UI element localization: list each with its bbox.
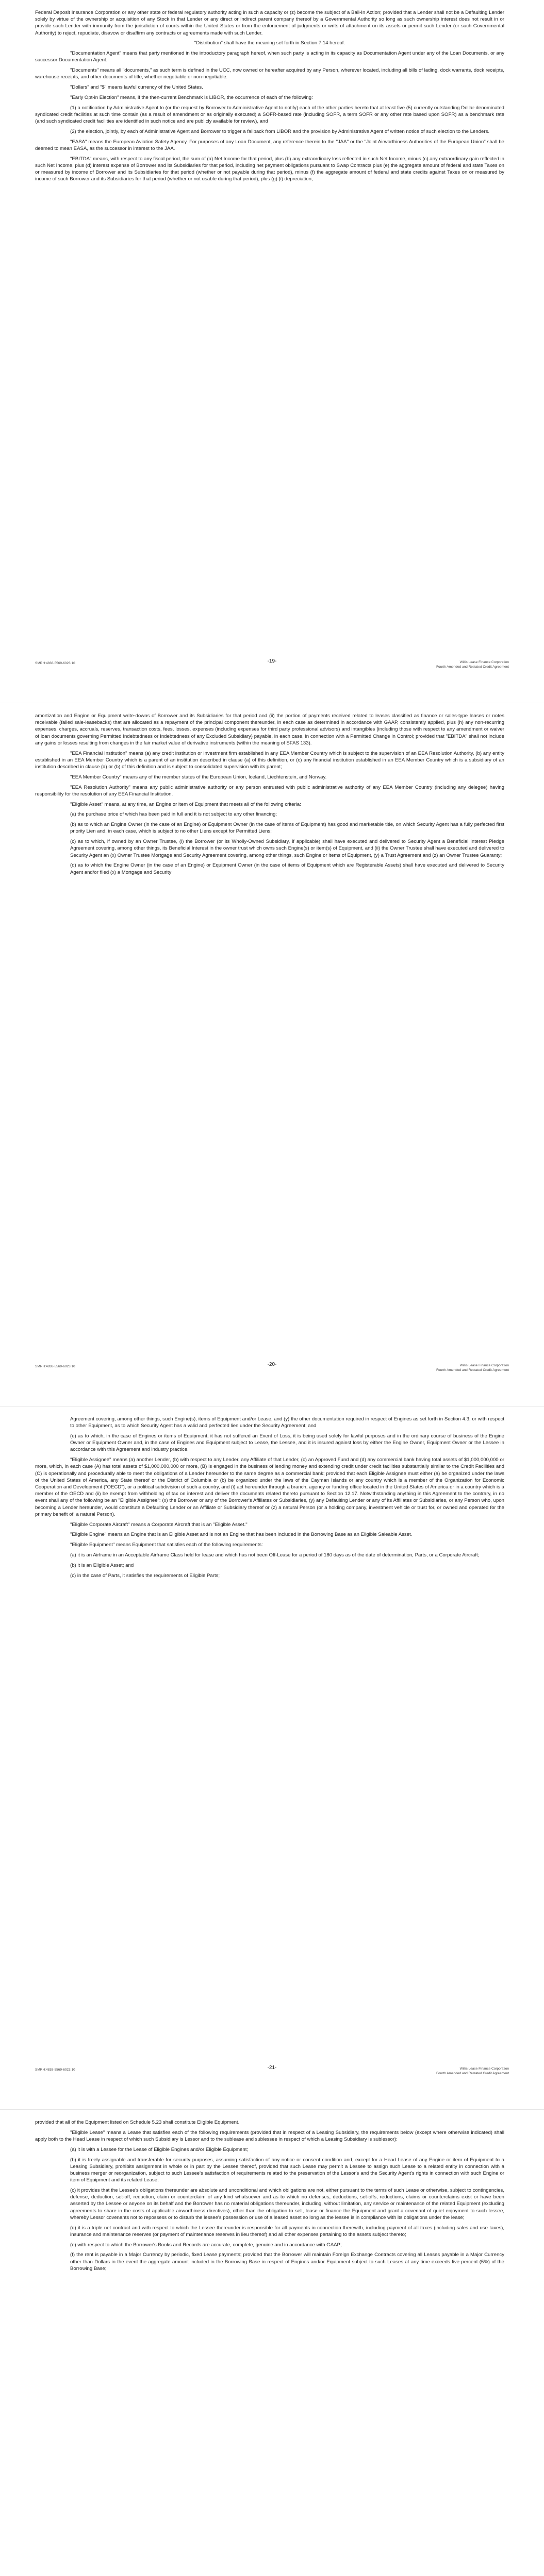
footer-title	[436, 2067, 509, 2076]
definition-eligible-asset: "Eligible Asset" means, at any time, an Engine or item of Equipment that meets all of the following criteria:	[70, 801, 301, 807]
footer-doc-id: SMRH:4838-5569-6023.10	[35, 1365, 75, 1368]
definition-ebitda: "EBITDA" means, with respect to any fiscal period, the sum of (a) Net Income for that period, plus (b) any extraordinary loss reflected in such Net Income, minus (c) any extraordinary gain reflected in such Net Income, plus (d) interest expense of Borrower and its Subsidiaries for that period, including net payment obligations pursuant to Swap Contracts plus (e) the aggregate amount of federal and state Taxes on or measured by income of Borrower and its Subsidiaries for that period (whether or not payable during that period), minus (f) the aggregate amount of federal and state credits against Taxes on or measured by income of such Borrower and its Subsidiaries for that period (whether or not usable during that period), plus (g) (i) depreciation,	[35, 156, 504, 182]
list-item: (c) as to which, if owned by an Owner Trustee, (i) the Borrower (or its Wholly-Owned Subsidiary, if applicable) shall have executed and delivered to Security Agent a Beneficial Interest Pledge Agreement covering, among other things, its Beneficial Interest in the owner trust which owns such Engine(s) or item(s) of Equipment, and (ii) the Owner Trustee shall have executed and delivered to Security Agent an (x) Owner Trustee Mortgage and Security Agreement covering, among other things, such Engine or items of Equipment, (y) a Trust Agreement and (z) an Owner Trustee Guaranty;	[70, 839, 504, 858]
list-item: (b) it is an Eligible Asset; and	[70, 1562, 134, 1568]
definition-early-opt-in-election: "Early Opt-in Election" means, if the then-current Benchmark is LIBOR, the occurrence of each of the following:	[70, 95, 313, 100]
footer-agreement: Fourth Amended and Restated Credit Agreement	[436, 2071, 509, 2075]
list-item: (c) in the case of Parts, it satisfies the requirements of Eligible Parts;	[70, 1572, 220, 1579]
list-item: (a) it is with a Lessee for the Lease of Eligible Engines and/or Eligible Equipment;	[70, 2146, 249, 2153]
definition-eea-resolution-authority: "EEA Resolution Authority" means any public administrative authority or any person entrusted with public administrative authority of any EEA Member Country (including any delegee) having responsibility for the resolution of any EEA Financial Institution.	[35, 784, 504, 797]
page-19	[0, 0, 544, 703]
list-item: (e) as to which, in the case of Engines or items of Equipment, it has not suffered an Event of Loss, it is being used solely for lawful purposes and in the ordinary course of business of the Engine Owner or Equipment Owner and, in the case of Engines and Equipment subject to Lease, the Lessee, and it is insured against loss by either the Engine Owner, Equipment Owner or the Lessee in accordance with this Agreement and industry practice.	[70, 1433, 504, 1453]
list-item: (a) the purchase price of which has been paid in full and it is not subject to any other financing;	[70, 811, 277, 818]
page-22	[0, 2110, 544, 2576]
footer-agreement: Fourth Amended and Restated Credit Agreement	[436, 1368, 509, 1372]
paragraph: Federal Deposit Insurance Corporation or any other state or federal regulatory authority acting in such a capacity or (z) become the subject of a Bail-In Action; provided that a Lender shall not be a Defaulting Lender solely by virtue of the ownership or acquisition of any Stock in that Lender or any direct or indirect parent company thereof by a Governmental Authority so long as such ownership interest does not result in or provide such Lender with immunity from the jurisdiction of courts within the United States or from the enforcement of judgments or writs of attachment on its assets or permit such Lender (or such Governmental Authority) to reject, repudiate, disavow or disaffirm any contracts or agreements made with such Lender.	[35, 10, 504, 36]
page-body	[35, 713, 504, 879]
page-footer	[35, 2065, 509, 2079]
page-number: -19-	[267, 658, 277, 664]
list-item: Agreement covering, among other things, such Engine(s), items of Equipment and/or Lease, and (y) the other documentation required in respect of Engines as set forth in Section 4.3, or with respect to other Equipment, as to which Security Agent has a valid and perfected lien under the Security Agreement; and	[70, 1416, 504, 1429]
definition-eea-financial-institution: "EEA Financial Institution" means (a) any credit institution or investment firm established in any EEA Member Country which is subject to the supervision of an EEA Resolution Authority, (b) any entity established in an EEA Member Country which is a parent of an institution described in clause (a) of this definition, or (c) any financial institution established in an EEA Member Country which is a subsidiary of an institution described in clause (a) or (b) of this definition and is subject to consolidated supervision with its parent;	[35, 750, 504, 770]
footer-title	[436, 660, 509, 669]
definition-documentation-agent: "Documentation Agent" means that party mentioned in the introductory paragraph hereof, when such party is acting in its capacity as Documentation Agent under any of the Loan Documents, or any successor Documentation Agent.	[35, 50, 504, 63]
page-20	[0, 703, 544, 1406]
page-number: -20-	[267, 1362, 277, 1367]
footer-agreement: Fourth Amended and Restated Credit Agreement	[436, 665, 509, 669]
list-item: (f) the rent is payable in a Major Currency by periodic, fixed Lease payments; provided that the Borrower will maintain Foreign Exchange Contracts covering all Leases payable in a Major Currency other than Dollars in the event the aggregate amount included in the Borrowing Base in respect of Engines and/or Equipment subject to such Leases at any time exceeds five percent (5%) of the Borrowing Base;	[70, 2252, 504, 2272]
list-item: (b) it is freely assignable and transferable for security purposes, assuming satisfaction of any notice or consent condition and, except for a Head Lease of any Engine or item of Equipment to a Leasing Subsidiary, prohibits assignment in whole or in part by the Lessee thereof, provided that such Lease may permit a Lessee to assign such Lease to a related entity in connection with a business merger or reorganization, subject to such Lessee's satisfaction of requirements related to the preservation of the Lessor's and the Security Agent's rights in connection with such Engine or item of Equipment and its related Lease;	[70, 2157, 504, 2183]
definition-eligible-engine: "Eligible Engine" means an Engine that is an Eligible Asset and is not an Engine that has been included in the Borrowing Base as an Eligible Saleable Asset.	[70, 1532, 413, 1538]
paragraph: (1) a notification by Administrative Agent to (or the request by Borrower to Administrative Agent to notify) each of the other parties hereto that at least five (5) currently outstanding Dollar-denominated syndicated credit facilities at such time contain (as a result of amendment or as originally executed) a SOFR-based rate (including SOFR, a term SOFR or any other rate based upon SOFR) as a benchmark rate (and such syndicated credit facilities are identified in such notice and are publicly available for review), and	[35, 105, 504, 125]
list-item: (d) as to which the Engine Owner (in the case of an Engine) or Equipment Owner (in the case of items of Equipment which are Registerable Assets) shall have executed and delivered to Security Agent and/or filed (x) a Mortgage and Security	[70, 862, 504, 875]
page-footer	[35, 1362, 509, 1376]
definition-distribution: "Distribution" shall have the meaning set forth in Section 7.14 hereof.	[194, 40, 345, 46]
list-item: (c) it provides that the Lessee's obligations thereunder are absolute and unconditional and which obligations are not, either pursuant to the terms of such Lease or otherwise, subject to contingencies, defense, deduction, set-off, reduction, claim or counterclaim of any kind whatsoever and as to which no defenses, deductions, set-offs, reductions, claims or counterclaims exist or have been asserted by the Lessee or anyone on its behalf and the Borrower has no material obligations thereunder, including, without limitation, any service or maintenance of the related Equipment (excluding agreements to share in the costs of applicable airworthiness directives), other than the obligation to sell, lease or finance the Equipment and grant a covenant of quiet enjoyment to such lessee, whereby Lessor covenants not to repossess or to disturb the lessee's possession or use of a leased asset so long as the lessee is in compliance with its obligations under the lease;	[70, 2188, 504, 2221]
paragraph: amortization and Engine or Equipment write-downs of Borrower and its Subsidiaries for that period and (ii) the portion of payments received related to leases classified as finance or sales-type leases or notes receivable (failed sale-leasebacks) that are allocated as a repayment of the principal component thereunder, in each case as determined in accordance with GAAP, consistently applied, plus (h) any non-recurring expenses, charges, accruals, reserves, transaction costs, fees, losses, expenses (including expenses for third party professional advisors) and intangibles (including those with respect to any amendment or waiver of loan documents governing Permitted Indebtedness or Indebtedness of any Excluded Subsidiary) payable, in each case, in connection with a Permitted Change in Control; provided that "EBITDA" shall not include any gains or losses resulting from changes in the fair market value of derivative instruments (within the meaning of SFAS 133).	[35, 713, 504, 746]
footer-doc-id: SMRH:4838-5569-6023.10	[35, 662, 75, 665]
paragraph: provided that all of the Equipment listed on Schedule 5.23 shall constitute Eligible Equipment.	[35, 2120, 240, 2125]
definition-eligible-lease: "Eligible Lease" means a Lease that satisfies each of the following requirements (provided that in respect of a Leasing Subsidiary, the requirements below (except where otherwise indicated) shall apply both to the Head Lease in respect of which such Subsidiary is Lessor and to the sublease and sublessee in respect of which a Leasing Subsidiary is sublessor):	[35, 2129, 504, 2142]
page-21	[0, 1406, 544, 2110]
definition-eea-member-country: "EEA Member Country" means any of the member states of the European Union, Iceland, Liechtenstein, and Norway.	[70, 774, 327, 780]
list-item: (d) it is a triple net contract and with respect to which the Lessee thereunder is responsible for all payments in connection therewith, including payment of all taxes (including sales and use taxes), insurance and maintenance reserves (or payment of maintenance reserves in lieu thereof) and all other expenses pertaining to the assets subject thereto;	[70, 2225, 504, 2238]
list-item: (a) it is an Airframe in an Acceptable Airframe Class held for lease and which has not been Off-Lease for a period of 180 days as of the date of determination, Parts, or a Corporate Aircraft;	[70, 1552, 480, 1558]
definition-dollars: "Dollars" and "$" means lawful currency of the United States.	[70, 84, 203, 91]
definition-documents: "Documents" means all "documents," as such term is defined in the UCC, now owned or hereafter acquired by any Person, wherever located, including all bills of lading, dock warrants, dock receipts, warehouse receipts, and other documents of title, whether negotiable or non-negotiable.	[35, 67, 504, 80]
definition-easa: "EASA" means the European Aviation Safety Agency. For purposes of any Loan Document, any reference therein to the "JAA" or the "Joint Airworthiness Authorities of the European Union" shall be deemed to mean EASA, as the successor in interest to the JAA.	[35, 139, 504, 151]
footer-title	[436, 1364, 509, 1372]
definition-eligible-corporate-aircraft: "Eligible Corporate Aircraft" means a Corporate Aircraft that is an "Eligible Asset."	[70, 1521, 248, 1528]
footer-company: Willis Lease Finance Corporation	[459, 2067, 509, 2071]
page-body	[35, 9, 504, 186]
page-body	[35, 1416, 504, 1582]
page-body	[35, 2119, 504, 2276]
footer-doc-id: SMRH:4838-5569-6023.10	[35, 2068, 75, 2072]
list-item: (b) as to which an Engine Owner (in the case of an Engine) or Equipment Owner (in the case of items of Equipment) has good and marketable title, on which Security Agent has a fully perfected first priority Lien and, in each case, which is subject to no other Liens except for Permitted Liens;	[70, 822, 504, 835]
list-item: (e) with respect to which the Borrower's Books and Records are accurate, complete, genuine and in accordance with GAAP;	[70, 2242, 342, 2248]
footer-company: Willis Lease Finance Corporation	[459, 1364, 509, 1367]
definition-eligible-equipment: "Eligible Equipment" means Equipment that satisfies each of the following requirements:	[70, 1542, 263, 1548]
paragraph: (2) the election, jointly, by each of Administrative Agent and Borrower to trigger a fallback from LIBOR and the provision by Administrative Agent of written notice of such election to the Lenders.	[70, 129, 490, 134]
definition-eligible-assignee: "Eligible Assignee" means (a) another Lender, (b) with respect to any Lender, any Affiliate of that Lender, (c) an Approved Fund and (d) any commercial bank having total assets of $1,000,000,000 or more, which, in each case (A) has total assets of $1,000,000,000 or more, (B) is engaged in the business of lending money and extending credit under credit facilities substantially similar to the Credit Facilities and (C) is operationally and procedurally able to meet the obligations of a Lender hereunder to the same degree as a commercial bank; provided that each Eligible Assignee must either (a) be organized under the laws of the United States of America, any State thereof or the District of Columbia or (b) be organized under the laws of the Cayman Islands or any country which is a member of the Organization for Economic Cooperation and Development ("OECD"), or a political subdivision of such a country, and (i) act hereunder through a branch, agency or funding office located in the United States of America or in a country which is a member of the OECD and (ii) be exempt from withholding of tax on interest and deliver the documents related thereto pursuant to Section 12.17. Notwithstanding anything in this Agreement to the contrary, in no event shall any of the following be an "Eligible Assignee": (x) the Borrower or any of the Borrower's Affiliates or Subsidiaries, (y) any Defaulting Lender or any of its Affiliates or Subsidiaries, or any Person who, upon becoming a Lender hereunder, would constitute a Defaulting Lender or an Affiliate or Subsidiary thereof or (z) a natural Person (or a holding company, investment vehicle or trust for, or owned and operated for the primary benefit of, a natural Person).	[35, 1457, 504, 1517]
page-number: -21-	[267, 2065, 277, 2071]
footer-company: Willis Lease Finance Corporation	[459, 660, 509, 664]
page-footer	[35, 658, 509, 673]
